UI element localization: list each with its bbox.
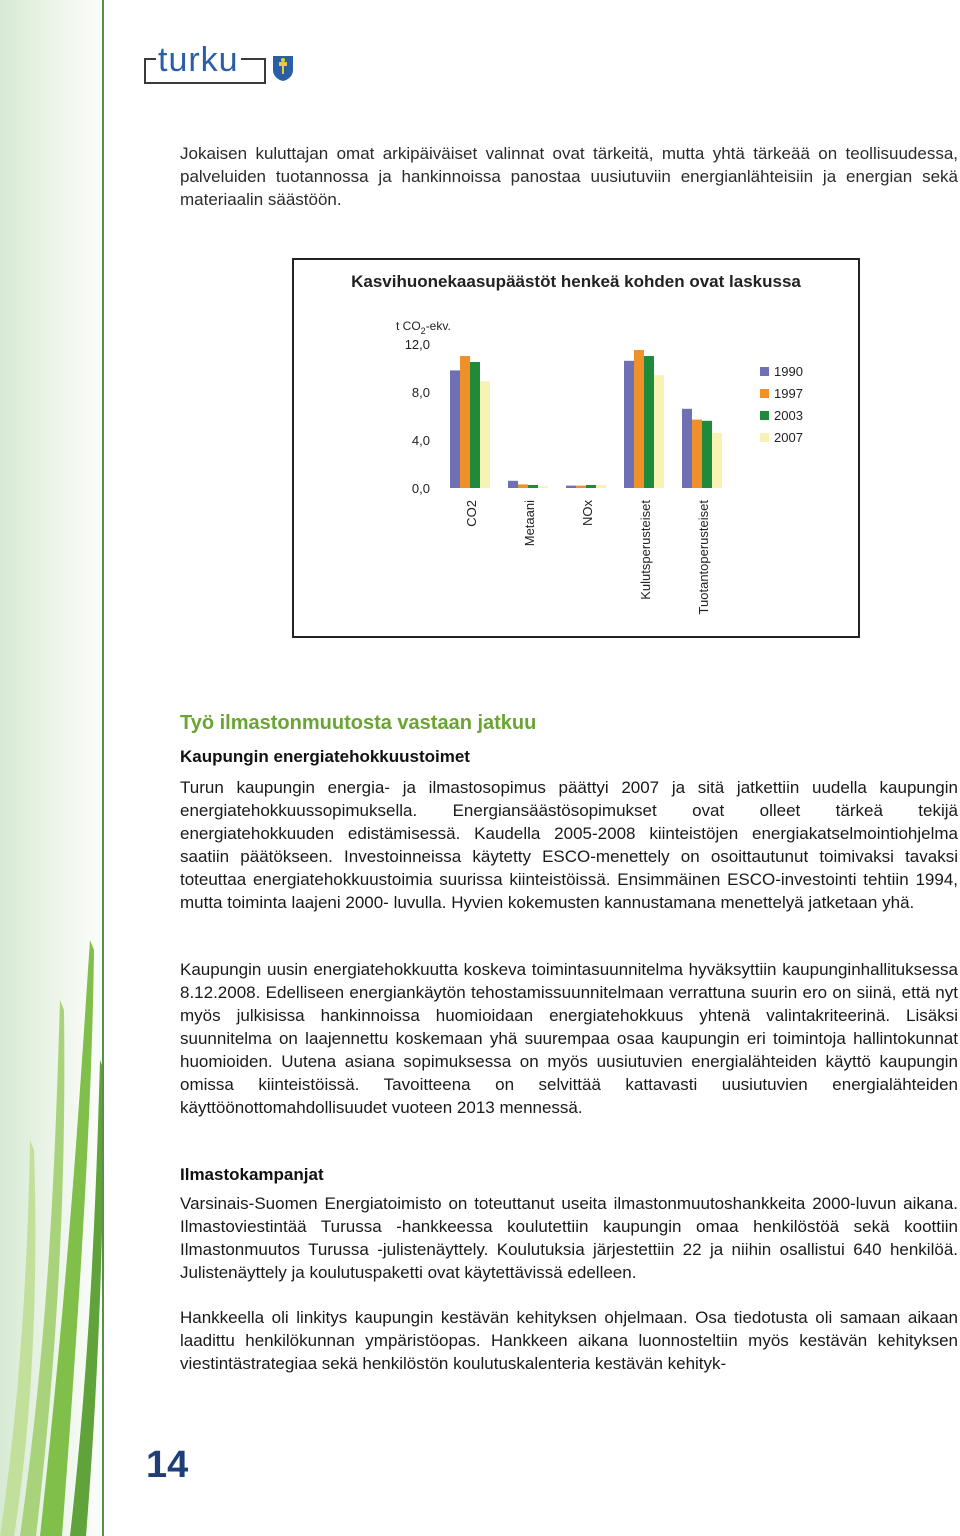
bar-metaani-2007	[538, 486, 548, 488]
bar-kulutsperusteiset-2007	[654, 375, 664, 488]
grass-decoration	[0, 940, 104, 1536]
bar-nox-1990	[566, 486, 576, 488]
x-category-label: NOx	[580, 500, 595, 526]
y-tick-label: 0,0	[411, 481, 430, 496]
bar-tuotantoperusteiset-2007	[712, 433, 722, 488]
legend-swatch-1997	[760, 389, 769, 398]
bar-co2-2007	[480, 381, 490, 488]
bar-metaani-1997	[518, 484, 528, 488]
bar-metaani-2003	[528, 485, 538, 488]
y-tick-label: 8,0	[411, 385, 430, 400]
legend-swatch-1990	[760, 367, 769, 376]
page-number: 14	[146, 1444, 189, 1486]
legend-label-2007: 2007	[774, 430, 803, 445]
bar-nox-2003	[586, 485, 596, 488]
turku-logo	[144, 41, 304, 84]
left-margin-rule	[102, 0, 104, 1536]
legend-swatch-2003	[760, 411, 769, 420]
x-category-label: Metaani	[522, 500, 537, 547]
bar-kulutsperusteiset-1997	[634, 350, 644, 488]
y-unit-main: t CO	[396, 319, 421, 333]
paragraph-action-plan: Kaupungin uusin energiatehokkuutta koskeva toimintasuunnitelma hyväksyttiin kaupunginhallituksessa 8.12.2008. Edelliseen energiankäytön tehostamissuunnitelmaan verrattuna suurin ero on siinä, että nyt myös julkisissa hankinnoissa huomioidaan energiatehokkuus yhtenä valintakriteerinä. Lisäksi suunnitelma on laajennettu koskemaan yhä suurempaa osaa kaupungin eri toimintoja hallintokunnat huomioiden. Uutena asiana sopimuksessa on myös uusiutuvien energialähteiden käyttö kaupungin omissa kiinteistöissä. Tavoitteena on selvittää kattavasti uusiutuvien energialähteiden käyttöönottomahdollisuudet vuoteen 2013 mennessä.	[180, 960, 958, 1117]
bar-co2-2003	[470, 362, 480, 488]
bar-tuotantoperusteiset-1997	[692, 420, 702, 488]
bar-tuotantoperusteiset-1990	[682, 409, 692, 488]
chart-title: Kasvihuonekaasupäästöt henkeä kohden ovat laskussa	[351, 272, 801, 291]
subheading-energy-efficiency: Kaupungin energiatehokkuustoimet	[180, 747, 470, 766]
subheading-climate-campaigns: Ilmastokampanjat	[180, 1165, 324, 1184]
emissions-chart	[292, 258, 860, 638]
section-title: Työ ilmastonmuutosta vastaan jatkuu	[180, 712, 537, 734]
chart-plot	[294, 260, 858, 636]
bar-co2-1997	[460, 356, 470, 488]
bar-kulutsperusteiset-2003	[644, 356, 654, 488]
bar-metaani-1990	[508, 481, 518, 488]
crest-icon	[272, 54, 294, 82]
y-axis-unit	[396, 319, 451, 336]
bar-nox-1997	[576, 486, 586, 488]
legend-label-1990: 1990	[774, 364, 803, 379]
bar-tuotantoperusteiset-2003	[702, 421, 712, 488]
x-category-label: Tuotantoperusteiset	[696, 500, 711, 615]
bar-nox-2007	[596, 485, 606, 488]
legend-label-1997: 1997	[774, 386, 803, 401]
y-unit-tail: -ekv.	[425, 319, 451, 333]
x-category-label: Kulutsperusteiset	[638, 500, 653, 600]
legend-label-2003: 2003	[774, 408, 803, 423]
x-category-label: CO2	[464, 500, 479, 527]
bar-kulutsperusteiset-1990	[624, 361, 634, 488]
y-unit-sub: 2	[420, 326, 426, 336]
logo-text: turku	[158, 41, 239, 79]
legend-swatch-2007	[760, 433, 769, 442]
paragraph-campaigns: Varsinais-Suomen Energiatoimisto on toteuttanut useita ilmastonmuutoshankkeita 2000-luvun aikana. Ilmastoviestintää Turussa -hankkeessa koulutettiin kaupungin omaa henkilöstöä sekä koottiin Ilmastonmuutos Turussa -julistenäyttely. Koulutuksia järjestettiin 22 ja niihin osallistui 640 henkilöä. Julistenäyttely ja koulutuspaketti ovat käytettävissä edelleen.	[180, 1194, 958, 1282]
y-tick-label: 4,0	[411, 433, 430, 448]
intro-paragraph: Jokaisen kuluttajan omat arkipäiväiset valinnat ovat tärkeitä, mutta yhtä tärkeää on teollisuudessa, palveluiden tuotannossa ja hankinnoissa panostaa uusiutuviin energianlähteisiin ja energian sekä materiaalin säästöön.	[180, 144, 958, 209]
y-tick-label: 12,0	[404, 337, 430, 352]
bar-co2-1990	[450, 370, 460, 488]
paragraph-energy-agreement: Turun kaupungin energia- ja ilmastosopimus päättyi 2007 ja sitä jatkettiin uudella kaupungin energiatehokkuussopimuksella. Energiansäästösopimukset ovat olleet tärkeä tekijä energiatehokkuuden edistämisessä. Kaudella 2005-2008 kiinteistöjen energiakatselmointiohjelma saatiin päätökseen. Investoinneissa käytetty ESCO-menettely on osoittautunut toimivaksi tavaksi toteuttaa energiatehokkuustoimia suurissa kiinteistöissä. Ensimmäinen ESCO-investointi tehtiin 1994, mutta toiminta laajeni 2000- luvulla. Hyvien kokemusten kannustamana menettelyä jatketaan yhä.	[180, 778, 958, 912]
paragraph-linkage: Hankkeella oli linkitys kaupungin kestävän kehityksen ohjelmaan. Osa tiedotusta oli samaan aikaan laadittu henkilökunnan ympäristöopas. Hankkeen aikana luonnosteltiin myös kestävän kehityksen viestintästrategiaa sekä henkilöstön koulutuskalenteria kestävän kehityk-	[180, 1308, 958, 1373]
